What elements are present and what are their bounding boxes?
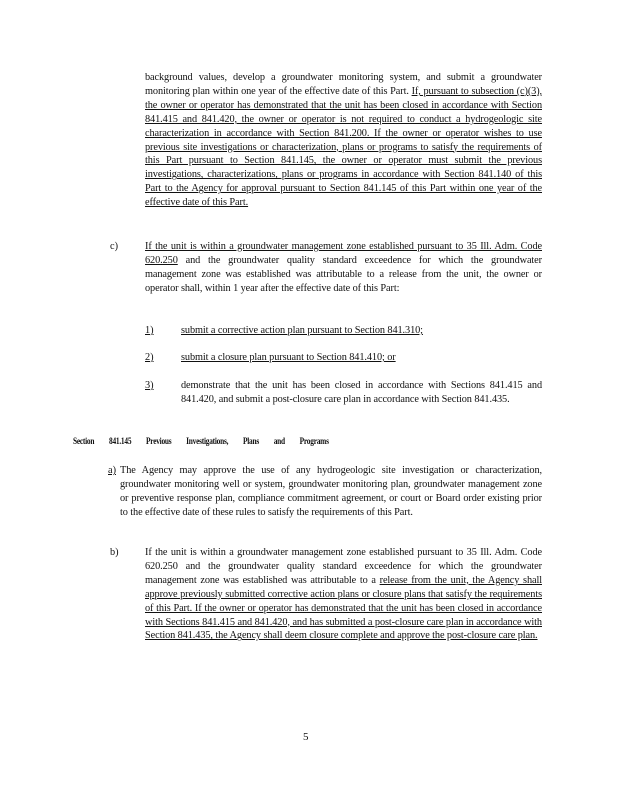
paragraph-continuation-plain: background values, develop a groundwater monitoring system, and submit a groundwater monitoring plan within one year of the effective date of this Part. (145, 72, 542, 97)
item-1-text: submit a corrective action plan pursuant to Section 841.310; (181, 325, 423, 336)
subsection-b-plain: If the unit is within a groundwater management zone established pursuant to 35 Ill. Adm. Code 620.250 and the groundwater quality standard exceedence for which the groundwater management zone was established was attributable to a (145, 547, 542, 586)
page-number: 5 (303, 731, 309, 743)
section-heading-number: 841.145 (109, 436, 132, 446)
item-3-text: demonstrate that the unit has been closed in accordance with Sections 841.415 and 841.420, and submit a post-closure care plan in accordance with Section 841.435. (181, 380, 542, 405)
section-heading-title-3: Plans (242, 436, 259, 446)
section-heading (73, 436, 343, 446)
paragraph-continuation (145, 71, 542, 210)
item-3-label: 3) (145, 380, 154, 391)
subsection-c-label: c) (110, 241, 118, 252)
item-2-label: 2) (145, 352, 154, 363)
subsection-a-label: a) (108, 465, 116, 476)
section-heading-title-4: and (273, 436, 285, 446)
item-2-text: submit a closure plan pursuant to Section 841.410; or (181, 352, 396, 363)
subsection-b-label: b) (110, 547, 119, 558)
section-heading-word: Section (73, 436, 95, 446)
subsection-a-body: The Agency may approve the use of any hydrogeologic site investigation or characterization, groundwater monitoring well or system, groundwater monitoring plan, groundwater management zone or preventive response plan, compliance commitment agreement, or court or Board order existing prior to the effective date of these rules to satisfy the requirements of this Part. (120, 465, 542, 518)
paragraph-continuation-underlined: If, pursuant to subsection (c)(3), the owner or operator has demonstrated that the unit has been closed in accordance with Section 841.415 and 841.420, the owner or operator is not required to conduct a hydrogeologic site characterization in accordance with Section 841.200. If the owner or operator wishes to use previous site investigations or characterization, plans or programs to satisfy the requirements of this Part pursuant to Section 841.145, the owner or operator must submit the previous investigations, characterizations, plans or programs in accordance with Section 841.140 of this Part to the Agency for approval pursuant to Section 841.145 of this Part within one year of the effective date of this Part. (145, 85, 542, 209)
subsection-c-underlined: If the unit is within a groundwater management zone established pursuant to 35 Ill. Adm. Code 620.250 (145, 241, 542, 266)
item-1-label: 1) (145, 325, 154, 336)
section-heading-title-1: Previous (146, 436, 172, 446)
section-heading-title-2: Investigations, (186, 436, 229, 446)
subsection-c-text (145, 240, 542, 296)
subsection-c-plain: and the groundwater quality standard exceedence for which the groundwater management zone was established was attributable to a release from the unit, the owner or operator shall, within 1 year after the effective date of this Part: (145, 254, 542, 294)
subsection-a-text (120, 464, 542, 520)
section-heading-title-5: Programs (299, 436, 329, 446)
subsection-b-underlined: release from the unit, the Agency shall approve previously submitted corrective action plans or closure plans that satisfy the requirements of this Part. If the owner or operator has demonstrated that the unit has been closed in accordance with Sections 841.415 and 841.420, and has submitted a post-closure care plan in accordance with Section 841.435, the Agency shall deem closure complete and approve the post-closure care plan. (145, 574, 542, 642)
subsection-b-text (145, 546, 542, 643)
